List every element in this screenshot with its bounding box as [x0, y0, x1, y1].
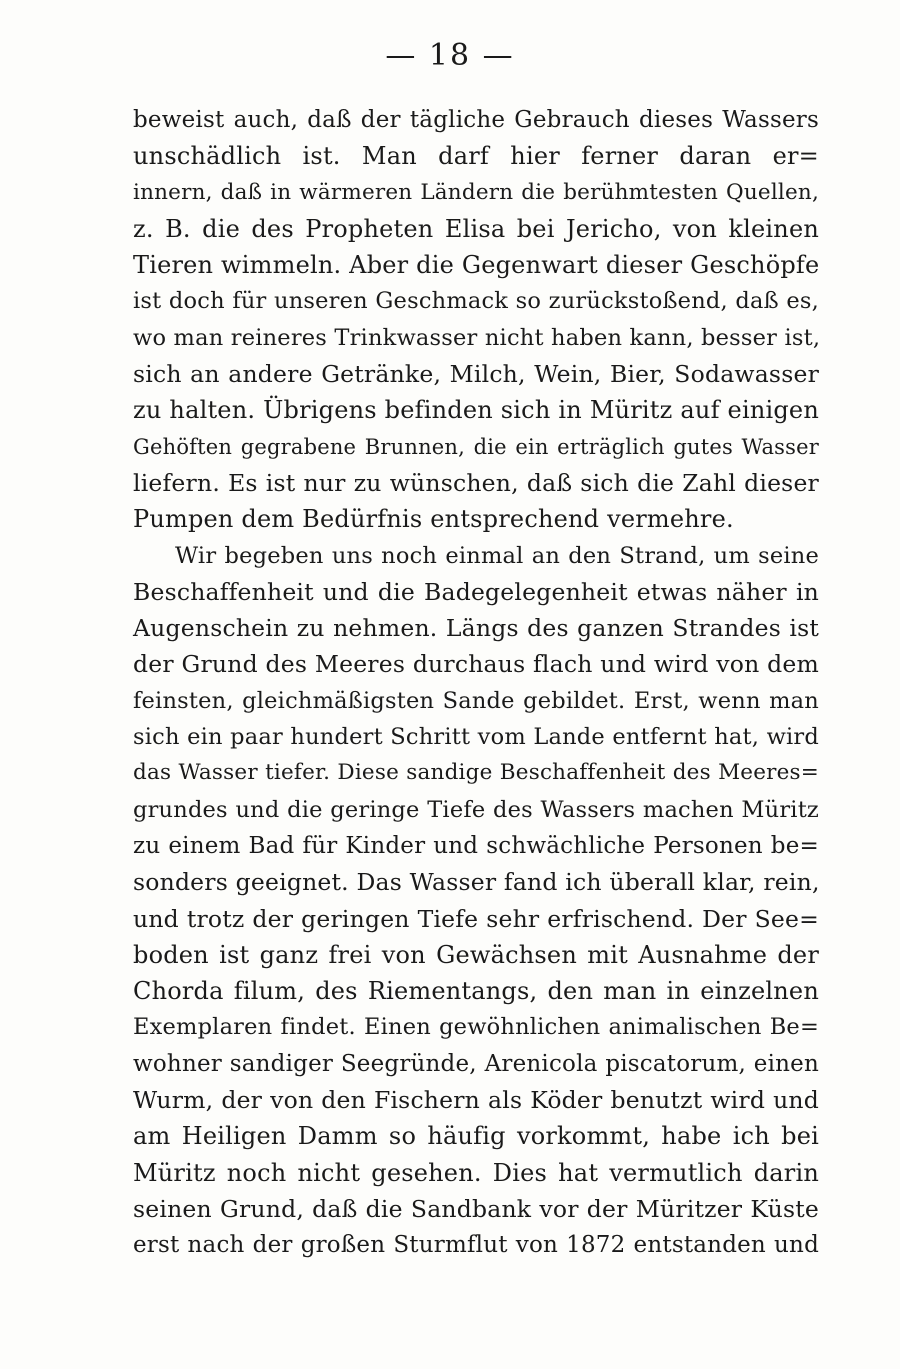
paragraph-2	[133, 538, 819, 1264]
text-line: Exemplaren findet. Einen gewöhnlichen animalischen Be=	[133, 1014, 819, 1041]
text-line: ist doch für unseren Geschmack so zurückstoßend, daß es,	[133, 288, 819, 315]
text-line: grundes und die geringe Tiefe des Wassers machen Müritz	[133, 796, 819, 823]
text-line: sich an andere Getränke, Milch, Wein, Bier, Sodawasser	[133, 360, 819, 389]
text-line: boden ist ganz frei von Gewächsen mit Ausnahme der	[133, 940, 819, 969]
text-line: erst nach der großen Sturmflut von 1872 entstanden und	[133, 1232, 819, 1259]
text-line: Wurm, der von den Fischern als Köder benutzt wird und	[133, 1086, 819, 1115]
text-line: zu halten. Übrigens befinden sich in Müritz auf einigen	[133, 396, 819, 425]
text-line: Gehöften gegrabene Brunnen, die ein erträglich gutes Wasser	[133, 434, 819, 459]
text-line: und trotz der geringen Tiefe sehr erfrischend. Der See=	[133, 904, 819, 933]
text-line: Beschaffenheit und die Badegelegenheit etwas näher in	[133, 577, 819, 606]
text-line: Augenschein zu nehmen. Längs des ganzen Strandes ist	[133, 614, 819, 643]
text-line: z. B. die des Propheten Elisa bei Jericho, von kleinen	[133, 214, 819, 243]
text-line: der Grund des Meeres durchaus flach und wird von dem	[133, 650, 819, 679]
text-line: feinsten, gleichmäßigsten Sande gebildet. Erst, wenn man	[133, 687, 819, 714]
text-line: wohner sandiger Seegründe, Arenicola piscatorum, einen	[133, 1050, 819, 1077]
text-line: beweist auch, daß der tägliche Gebrauch dieses Wassers	[133, 107, 819, 133]
text-line: Tieren wimmeln. Aber die Gegenwart dieser Geschöpfe	[133, 251, 820, 280]
text-line: unschädlich ist. Man darf hier ferner daran er=	[133, 142, 819, 171]
text-line: Wir begeben uns noch einmal an den Strand, um seine	[175, 542, 819, 569]
text-line: Pumpen dem Bedürfnis entsprechend vermehre.	[133, 505, 734, 534]
body-text	[133, 102, 819, 1264]
text-line: das Wasser tiefer. Diese sandige Beschaffenheit des Meeres=	[133, 760, 819, 786]
text-line: Chorda filum, des Riementangs, den man in einzelnen	[133, 977, 819, 1006]
page-number: — 18 —	[385, 38, 515, 73]
text-line: seinen Grund, daß die Sandbank vor der Müritzer Küste	[133, 1194, 819, 1223]
text-line: sich ein paar hundert Schritt vom Lande entfernt hat, wird	[133, 724, 819, 751]
paragraph-1	[133, 102, 819, 538]
text-line: liefern. Es ist nur zu wünschen, daß sich die Zahl dieser	[133, 468, 819, 497]
text-line: zu einem Bad für Kinder und schwächliche Personen be=	[133, 832, 819, 859]
text-line: innern, daß in wärmeren Ländern die berühmtesten Quellen,	[133, 179, 819, 205]
text-line: am Heiligen Damm so häufig vorkommt, habe ich bei	[133, 1122, 819, 1151]
text-line: wo man reineres Trinkwasser nicht haben kann, besser ist,	[133, 324, 821, 351]
text-line: Müritz noch nicht gesehen. Dies hat vermutlich darin	[133, 1158, 819, 1187]
text-line: sonders geeignet. Das Wasser fand ich überall klar, rein,	[133, 868, 820, 897]
